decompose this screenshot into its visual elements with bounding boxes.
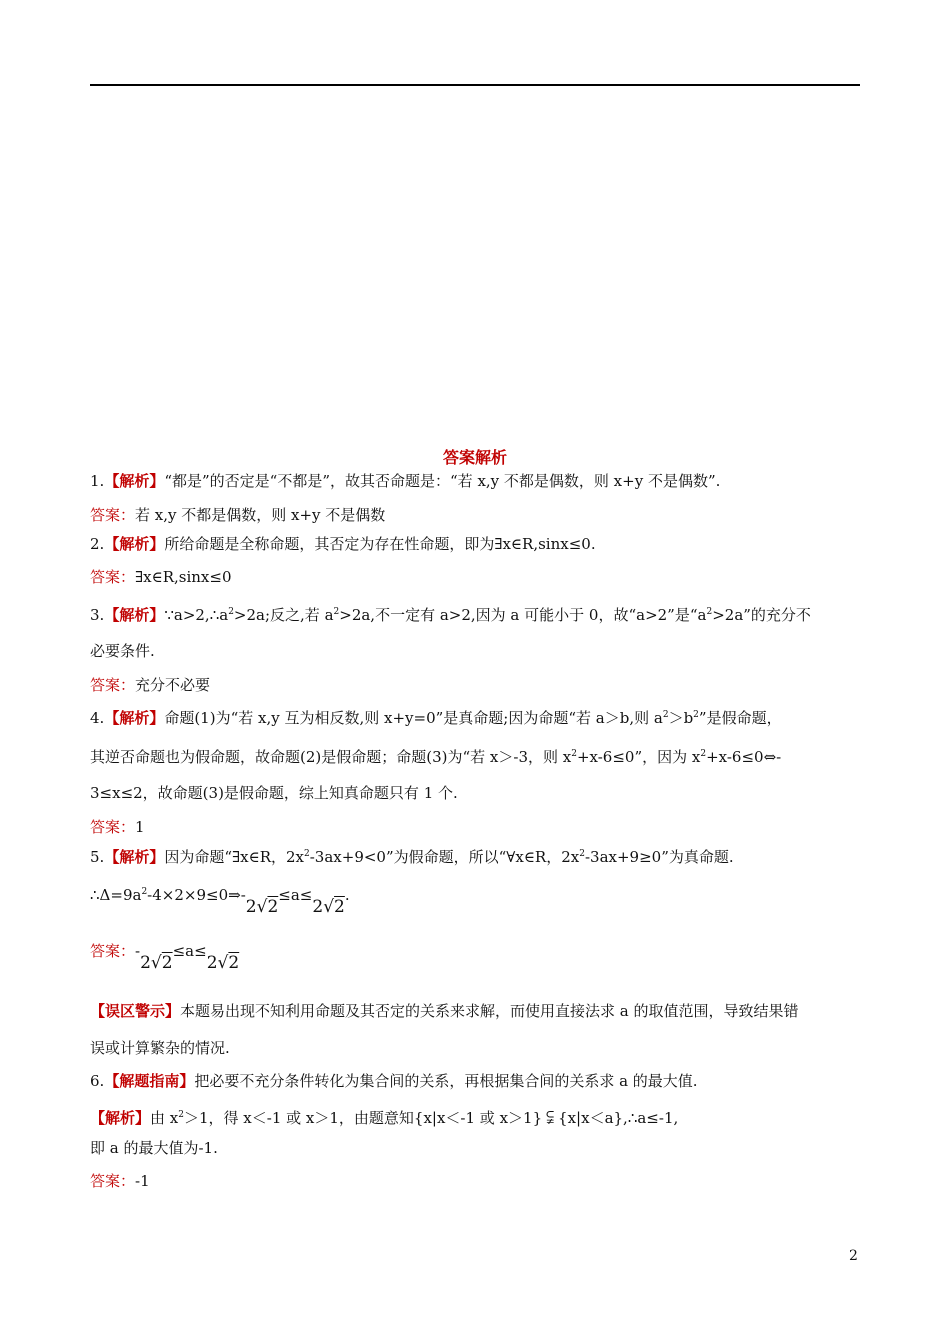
q4-answer-label: 答案： (90, 818, 136, 836)
q1-answer-text: 若 x,y 不都是偶数，则 x+y 不是偶数 (135, 506, 386, 524)
q6-answer-text: -1 (135, 1172, 150, 1190)
q5-delta-sup: 2 (141, 887, 148, 897)
q5-delta-text: ∴Δ=9a (90, 886, 142, 904)
q6-number: 6. (90, 1072, 105, 1090)
q6-guide (90, 1070, 870, 1092)
q2-answer-label: 答案： (90, 568, 136, 586)
q3-sup-1: 2 (228, 607, 234, 617)
q2-analysis (90, 533, 870, 555)
q5-answer-label: 答案： (90, 942, 136, 960)
warning-note (90, 1000, 870, 1022)
q4-analysis-line3: 3≤x≤2，故命题(3)是假命题，综上知真命题只有 1 个. (90, 784, 458, 802)
q3-text-3: >2a,不一定有 a>2,因为 a 可能小于 0，故“a>2”是“a (339, 606, 707, 624)
q4-answer (90, 816, 870, 838)
q3-sup-2: 2 (333, 607, 340, 617)
q6-sup-1: 2 (178, 1110, 184, 1120)
q1-tag: 【解析】 (104, 472, 165, 490)
q5-answer-sqrt-1: 2√2 (140, 953, 173, 973)
q4-text-3: ”是假命题， (698, 709, 782, 727)
q2-tag: 【解析】 (104, 535, 165, 553)
q4-answer-text: 1 (135, 818, 145, 836)
q4-line2-sup-2: 2 (700, 749, 707, 759)
q3-answer-text: 充分不必要 (135, 676, 211, 694)
q3-text-4: >2a”的充分不 (712, 606, 811, 624)
q4-sup-1: 2 (662, 710, 669, 720)
q5-mid: ≤a≤ (278, 886, 313, 904)
q5-answer-neg: - (135, 942, 141, 960)
q1-text: “都是”的否定是“不都是”，故其否命题是：“若 x,y 不都是偶数，则 x+y 不是偶数”. (164, 472, 721, 490)
q3-text-2: >2a;反之,若 a (233, 606, 334, 624)
q6-text-3: {x|x＜a},∴a≤-1, (558, 1109, 679, 1127)
q5-answer-mid: ≤a≤ (172, 942, 207, 960)
q2-answer-text: ∃x∈R,sinx≤0 (135, 568, 232, 586)
q3-analysis-line2: 必要条件. (90, 642, 155, 660)
q5-derivation (90, 884, 870, 917)
warning-note-line2: 误或计算繁杂的情况. (90, 1039, 230, 1057)
page-number: 2 (849, 1248, 858, 1264)
q5-sqrt-2: 2√2 (312, 897, 345, 917)
q4-line2-a: 其逆否命题也为假命题，故命题(2)是假命题；命题(3)为“若 x＞-3，则 x (90, 748, 572, 766)
q3-answer (90, 674, 870, 696)
q1-answer-label: 答案： (90, 506, 136, 524)
q5-sup-2: 2 (579, 849, 585, 859)
warning-text: 本题易出现不知利用命题及其否定的关系来求解，而使用直接法求 a 的取值范围，导致结果错 (180, 1002, 799, 1020)
q5-delta-text-2: -4×2×9≤0⇒- (147, 886, 246, 904)
q5-text-3: -3ax+9≥0”为真命题. (584, 848, 734, 866)
q4-text-1: 命题(1)为“若 x,y 互为相反数,则 x+y=0”是真命题;因为命题“若 a＞b,则 a (164, 709, 663, 727)
q6-text-1: 由 x (150, 1109, 179, 1127)
q4-line2-sup-1: 2 (571, 749, 577, 759)
q5-analysis (90, 846, 870, 868)
q6-answer-label: 答案： (90, 1172, 136, 1190)
q4-tag: 【解析】 (104, 709, 165, 727)
q3-analysis (90, 604, 870, 626)
q3-sup-3: 2 (706, 607, 713, 617)
q5-sup-1: 2 (304, 849, 310, 859)
q5-answer (90, 940, 870, 973)
q2-number: 2. (90, 535, 105, 553)
q5-end: . (344, 886, 350, 904)
q2-answer (90, 566, 870, 588)
q6-answer (90, 1170, 870, 1192)
q4-line2-c: +x-6≤0⇔- (706, 748, 782, 766)
q1-analysis (90, 470, 870, 492)
q6-tag: 【解析】 (90, 1109, 151, 1127)
q1-answer (90, 504, 870, 526)
q4-analysis-line2 (90, 746, 870, 768)
q4-sup-2: 2 (693, 710, 699, 720)
q5-text-1: 因为命题“∃x∈R，2x (164, 848, 304, 866)
q3-answer-label: 答案： (90, 676, 136, 694)
q5-text-2: -3ax+9<0”为假命题，所以“∀x∈R，2x (309, 848, 580, 866)
q4-analysis (90, 707, 870, 729)
q6-guide-tag: 【解题指南】 (104, 1072, 195, 1090)
q5-sqrt-1: 2√2 (245, 897, 279, 917)
q2-text: 所给命题是全称命题，其否定为存在性命题，即为∃x∈R,sinx≤0. (164, 535, 596, 553)
q1-number: 1. (90, 472, 105, 490)
q5-number: 5. (90, 848, 105, 866)
q3-text-1: ∵a>2,∴a (164, 606, 229, 624)
q5-answer-sqrt-2: 2√2 (206, 953, 240, 973)
q6-analysis (90, 1107, 870, 1129)
q6-analysis-line3: 即 a 的最大值为-1. (90, 1139, 218, 1157)
q3-number: 3. (90, 606, 105, 624)
section-title: 答案解析 (442, 448, 507, 467)
q6-guide-text: 把必要不充分条件转化为集合间的关系，再根据集合间的关系求 a 的最大值. (194, 1072, 698, 1090)
q6-proper-subset-symbol: ⫋ (546, 1107, 555, 1128)
warning-tag: 【误区警示】 (90, 1002, 181, 1020)
header-rule (90, 84, 860, 86)
q4-text-2: ＞b (668, 709, 694, 727)
q6-text-2: ＞1，得 x＜-1 或 x＞1，由题意知{x|x＜-1 或 x＞1} (183, 1109, 543, 1127)
q5-tag: 【解析】 (104, 848, 165, 866)
q4-line2-b: +x-6≤0”，因为 x (576, 748, 701, 766)
q3-tag: 【解析】 (104, 606, 165, 624)
q4-number: 4. (90, 709, 105, 727)
